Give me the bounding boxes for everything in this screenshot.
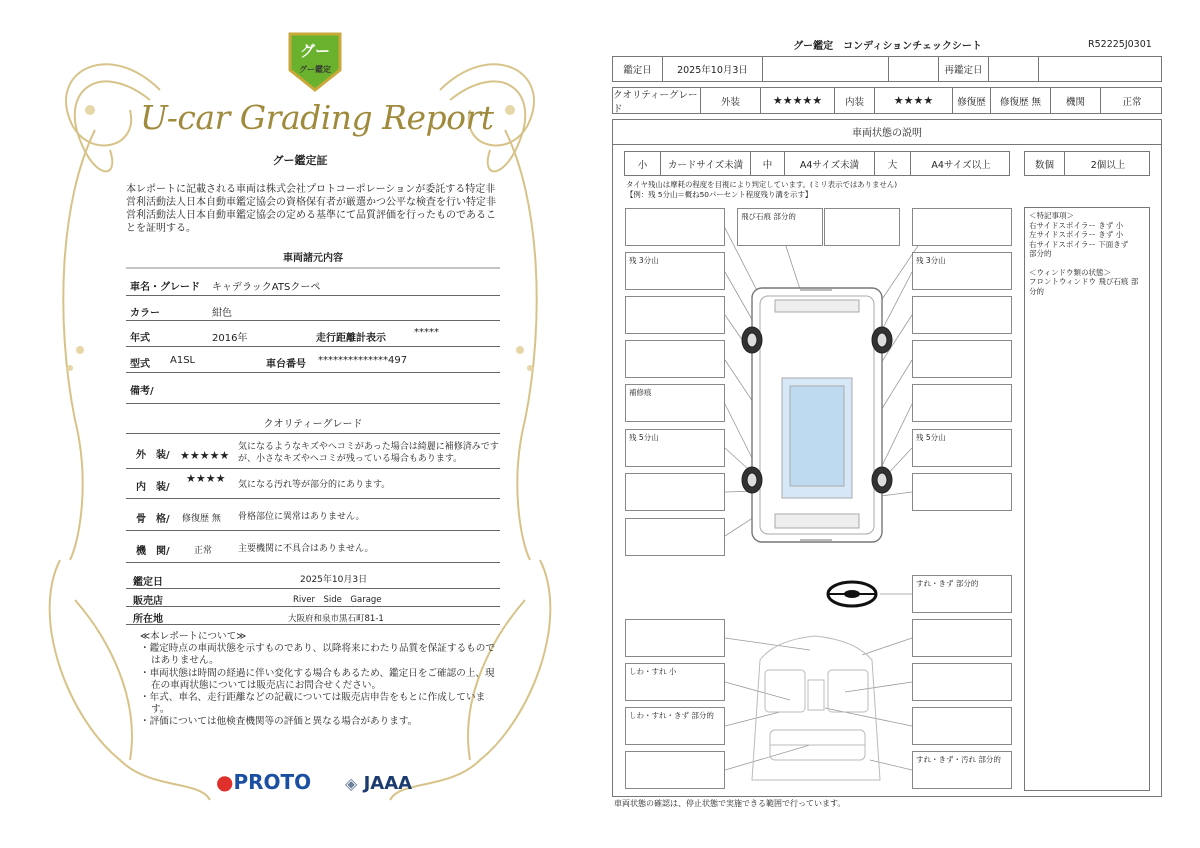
damage-box [912, 473, 1012, 511]
interior-desc: 気になる汚れ等が部分的にあります。 [238, 480, 391, 490]
damage-box [625, 751, 725, 789]
sheet-footer: 車両状態の確認は、停止状態で実施できる範囲で行っています。 [614, 799, 846, 808]
color-label: カラー [130, 308, 160, 319]
note-line: 左サイドスポイラー きず 小 [1029, 230, 1124, 239]
engine-label: 機関 [1051, 88, 1101, 113]
legend-small-desc: カードサイズ未満 [661, 152, 751, 175]
damage-box [625, 619, 725, 657]
certificate-intro: 本レポートに記載される車両は株式会社プロトコーポレーションが委託する特定非営利活動法人日本自動車鑑定協会の資格保有者が厳選かつ公平な検査を行い特定非営利活動法人日本自動車鑑定協会の定める基準にて品質評価を行ったものであることを証明する。 [126, 184, 496, 234]
note-line: 右サイドスポイラー 下面きず [1029, 239, 1129, 249]
reinspect-label: 再鑑定日 [939, 57, 989, 81]
date-value: 2025年10月3日 [300, 575, 368, 585]
mileage-label: 走行距離計表示 [316, 333, 386, 344]
chassis-label: 車台番号 [266, 359, 306, 370]
note-line: ＜ウィンドウ類の状態＞ [1029, 267, 1112, 277]
tire-note-example: 【例：残 5分山＝概ね50パーセント程度残り溝を示す】 [626, 190, 813, 199]
note-line: フロントウィンドウ 飛び石痕 部分的 [1029, 277, 1139, 296]
frame-label: 骨 格/ [136, 514, 170, 525]
year-value: 2016年 [212, 333, 248, 344]
frame-desc: 骨格部位に異常はありません。 [238, 512, 365, 522]
name-label: 車名・グレード [130, 282, 200, 293]
interior-diagram [752, 636, 880, 780]
legend-count: 数個 [1025, 152, 1065, 175]
about-report [140, 631, 500, 729]
color-value: 紺色 [212, 308, 232, 319]
model-value: A1SL [170, 355, 196, 366]
seat-box: しわ・すれ・きず 部分的 [625, 707, 725, 745]
damage-box [625, 208, 725, 246]
model-label: 型式 [130, 359, 150, 370]
interior-stars: ★★★★ [875, 88, 953, 113]
interior-label: 内装 [835, 88, 875, 113]
interior-stars: ★★★★ [186, 472, 226, 485]
legend-large-desc: A4サイズ以上 [931, 159, 991, 171]
damage-box: 飛び石痕 部分的 [737, 208, 823, 246]
legend-small: 小 [625, 152, 661, 175]
svg-text:グー鑑定: グー鑑定 [299, 65, 331, 74]
exterior-label: 外 装/ [136, 450, 170, 461]
legend-count-desc: 2個以上 [1090, 159, 1126, 171]
engine-label: 機 関/ [136, 546, 170, 557]
engine-value: 正常 [194, 546, 213, 556]
interior-label: 内 装/ [136, 482, 170, 493]
report-script-title: U-car Grading Report [140, 98, 494, 137]
engine-value: 正常 [1122, 96, 1142, 108]
svg-text:グー: グー [299, 42, 331, 60]
jaaa-logo: ◈ JAAA [345, 773, 413, 794]
about-item: ・年式、車名、走行距離などの記載については販売店申告をもとに作成しています。 [140, 692, 486, 716]
car-top-view [752, 288, 882, 542]
about-item: ・鑑定時点の車両状態を示すものであり、以降将来にわたり品質を保証するものではありません。 [140, 643, 495, 667]
legend-mid: 中 [751, 152, 785, 175]
exterior-desc: 気になるようなキズやヘコミがあった場合は綺麗に補修済みですが、小さなキズやヘコミが残っている場合もあります。 [238, 442, 499, 464]
seat-box: しわ・すれ 小 [625, 663, 725, 701]
engine-desc: 主要機関に不具合はありません。 [238, 544, 374, 554]
damage-box [625, 473, 725, 511]
quality-title: クオリティーグレード [263, 419, 363, 430]
damage-box [625, 518, 725, 556]
explain-title: 車両状態の説明 [612, 119, 1162, 145]
damage-box [912, 340, 1012, 378]
damage-box [912, 663, 1012, 701]
tire-box-rear-left: 残 5分山 [625, 429, 725, 467]
damage-box [912, 707, 1012, 745]
legend-large: 大 [875, 152, 911, 175]
sheet-code: R52225J0301 [1088, 39, 1152, 50]
damage-box [625, 340, 725, 378]
sheet-title: グー鑑定 コンディションチェックシート [793, 41, 982, 52]
proto-logo: ●PROTO [216, 770, 312, 794]
shop-value: River Side Garage [293, 595, 382, 605]
legend-mid-desc: A4サイズ未満 [785, 152, 875, 175]
chassis-value: **************497 [318, 355, 408, 366]
repair-box: 補修痕 [625, 384, 725, 422]
frame-value: 修復歴 無 [182, 514, 221, 524]
steering-box: すれ・きず 部分的 [912, 575, 1012, 613]
rear-box: すれ・きず・汚れ 部分的 [912, 751, 1012, 789]
note-line: ＜特記事項＞ [1029, 211, 1074, 220]
note-line: 右サイドスポイラー きず 小 [1029, 220, 1124, 230]
address-label: 所在地 [133, 614, 163, 625]
about-item: ・車両状態は時間の経過に伴い変化する場合もあるため、鑑定日をご確認の上、現在の車両状態については販売店にお問合せください。 [140, 667, 495, 691]
exterior-stars: ★★★★★ [761, 88, 835, 113]
note-line: 部分的 [1029, 249, 1052, 258]
remarks-label: 備考/ [130, 386, 154, 397]
quality-grade-label: クオリティーグレード [613, 88, 701, 113]
shop-label: 販売店 [133, 596, 163, 607]
mileage-value: ***** [414, 327, 439, 338]
name-value: キャデラックATSクーペ [212, 282, 321, 293]
steering-wheel-icon [828, 582, 876, 606]
date-label: 鑑定日 [133, 577, 163, 588]
appraisal-date-label: 鑑定日 [613, 57, 663, 81]
tire-box-front-right: 残 3分山 [912, 252, 1012, 290]
about-item: ・評価については他検査機関等の評価と異なる場合があります。 [140, 716, 418, 728]
exterior-label: 外装 [701, 88, 761, 113]
damage-box [625, 296, 725, 334]
exterior-stars: ★★★★★ [180, 449, 230, 462]
specs-title: 車両諸元内容 [283, 253, 343, 264]
damage-box [912, 619, 1012, 657]
condition-check-sheet [600, 0, 1200, 848]
certificate-title: グー鑑定証 [272, 154, 328, 167]
address-value: 大阪府和泉市黒石町81-1 [288, 614, 384, 624]
repair-history-value: 修復歴 無 [991, 88, 1051, 113]
damage-box [912, 208, 1012, 246]
tire-note: タイヤ残山は摩耗の程度を目視により判定しています。(ミリ表示ではありません) [626, 180, 898, 189]
tire-box-front-left: 残 3分山 [625, 252, 725, 290]
about-title: ≪本レポートについて≫ [140, 631, 247, 642]
appraisal-date-value: 2025年10月3日 [663, 57, 763, 81]
damage-box [824, 208, 900, 246]
goo-appraisal-emblem [284, 30, 346, 94]
damage-box [912, 296, 1012, 334]
tire-box-rear-right: 残 5分山 [912, 429, 1012, 467]
repair-history-label: 修復歴 [953, 88, 991, 113]
damage-box [912, 384, 1012, 422]
year-label: 年式 [130, 333, 150, 344]
